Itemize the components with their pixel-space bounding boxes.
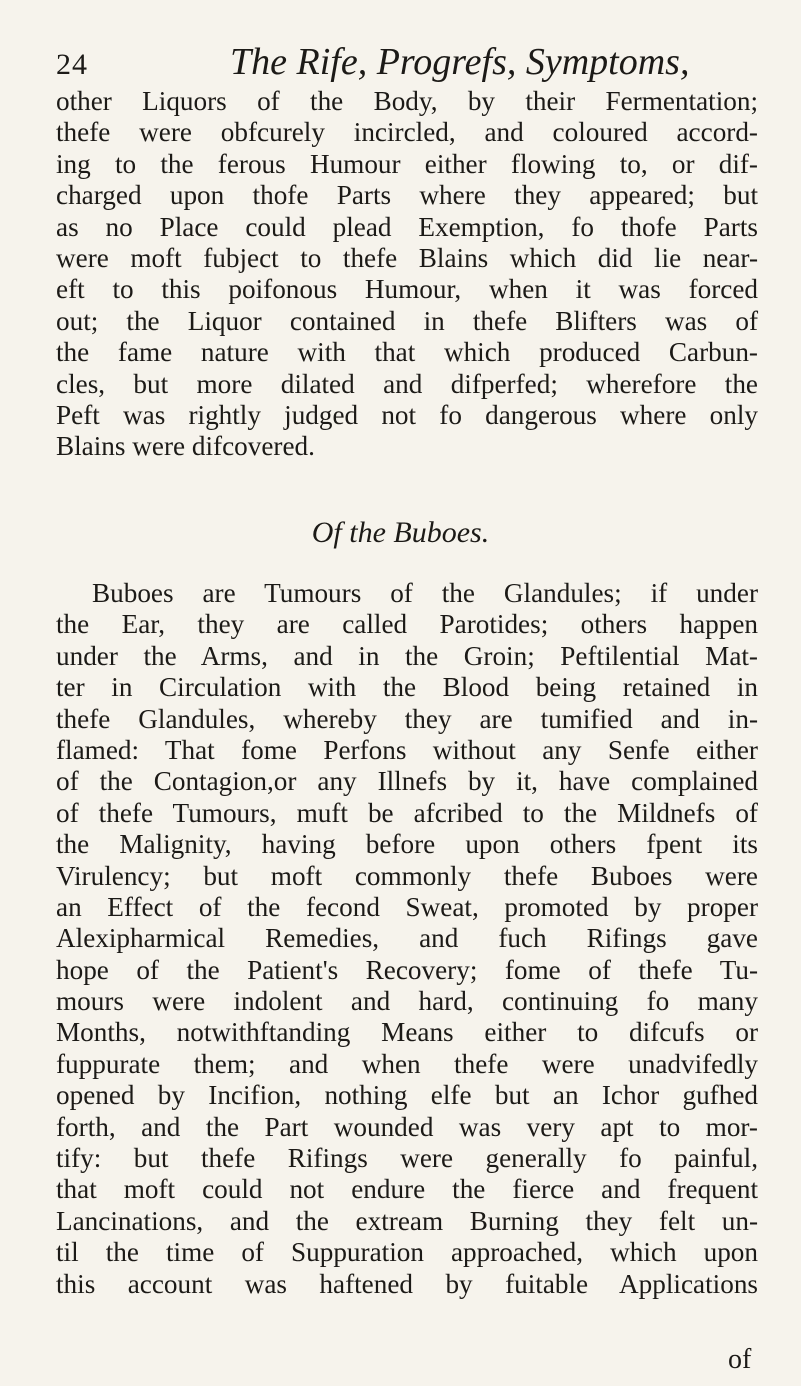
text-line: other Liquors of the Body, by their Fermentation; (56, 86, 758, 116)
section-heading: Of the Buboes. (311, 516, 490, 549)
text-line: Months, notwithftanding Means either to difcufs or (56, 1017, 758, 1048)
text-line: flamed: That fome Perfons without any Senfe either (56, 734, 758, 765)
page-number: 24 (56, 48, 88, 81)
text-line: mours were indolent and hard, continuing fo many (56, 986, 758, 1017)
text-line: an Effect of the fecond Sweat, promoted by proper (56, 891, 758, 922)
text-line: of the Contagion,or any Illnefs by it, have complained (56, 766, 758, 797)
text-line: ing to the ferous Humour either flowing to, or dif- (56, 148, 758, 179)
text-line: thefe Glandules, whereby they are tumified and in- (56, 703, 758, 734)
text-line: the Ear, they are called Parotides; others happen (56, 609, 758, 640)
text-line: hope of the Patient's Recovery; fome of thefe Tu- (56, 954, 758, 985)
text-line: Peft was rightly judged not fo dangerous where only (56, 399, 758, 430)
text-line: of thefe Tumours, muft be afcribed to the Mildnefs of (56, 797, 758, 828)
text-line: til the time of Suppuration approached, which upon (56, 1237, 758, 1268)
text-line: as no Place could plead Exemption, fo thofe Parts (56, 211, 758, 242)
text-line: ter in Circulation with the Blood being retained in (56, 672, 758, 703)
running-head (56, 40, 756, 86)
text-line: under the Arms, and in the Groin; Peftilential Mat- (56, 640, 758, 671)
paragraph-blains (56, 86, 758, 463)
text-line: were moft fubject to thefe Blains which did lie near- (56, 242, 758, 273)
text-line: cles, but more dilated and difperfed; wherefore the (56, 368, 758, 399)
text-line: the Malignity, having before upon others fpent its (56, 829, 758, 860)
text-line: out; the Liquor contained in thefe Blifters was of (56, 305, 758, 336)
text-line: tify: but thefe Rifings were generally fo painful, (56, 1143, 758, 1174)
text-line: this account was haftened by fuitable Applications (56, 1268, 758, 1299)
text-line: Blains were difcovered. (56, 431, 315, 462)
text-line: eft to this poifonous Humour, when it was forced (56, 274, 758, 305)
text-line: Buboes are Tumours of the Glandules; if under (92, 578, 758, 608)
text-line: Alexipharmical Remedies, and fuch Rifings gave (56, 923, 758, 954)
text-line: charged upon thofe Parts where they appeared; but (56, 180, 758, 211)
text-line: that moft could not endure the fierce and frequent (56, 1174, 758, 1205)
catchword: of (728, 1344, 752, 1375)
text-line: Lancinations, and the extream Burning they felt un- (56, 1205, 758, 1236)
text-line: the fame nature with that which produced Carbun- (56, 337, 758, 368)
paragraph-buboes (56, 578, 758, 1300)
text-line: opened by Incifion, nothing elfe but an Ichor gufhed (56, 1080, 758, 1111)
text-line: Virulency; but moft commonly thefe Buboes were (56, 860, 758, 891)
text-line: thefe were obfcurely incircled, and coloured accord- (56, 117, 758, 148)
text-line: forth, and the Part wounded was very apt to mor- (56, 1111, 758, 1142)
text-line: fuppurate them; and when thefe were unadvifedly (56, 1048, 758, 1079)
running-title: The Rife, Progrefs, Symptoms, (230, 41, 690, 83)
